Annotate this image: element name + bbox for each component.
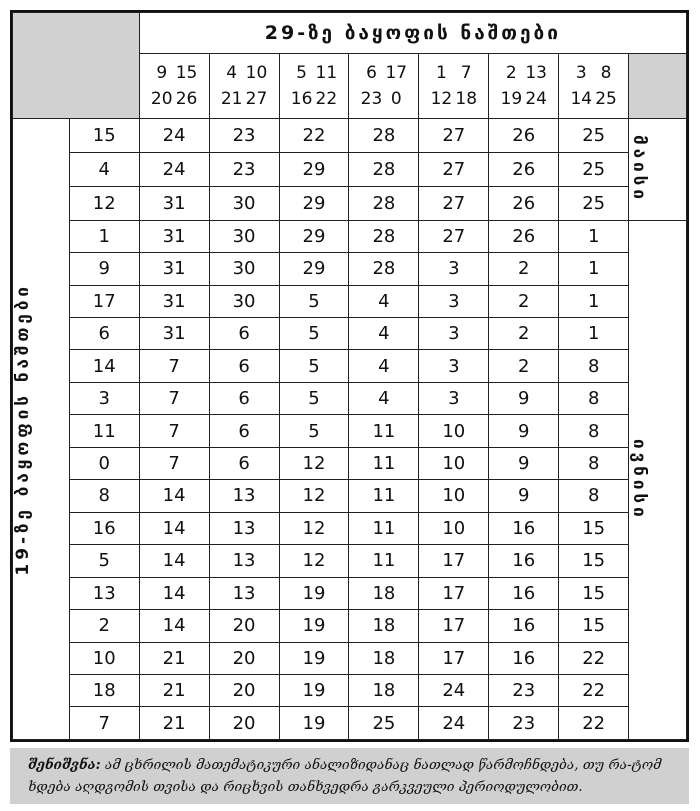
table-row — [13, 253, 687, 285]
table-cell: 23 — [489, 707, 559, 740]
table-cell: 1 — [559, 220, 629, 252]
table-cell: 24 — [139, 152, 209, 186]
corner-cell — [13, 13, 140, 119]
row-key: 2 — [69, 610, 139, 642]
table-cell: 4 — [349, 317, 419, 349]
table-cell: 2 — [489, 285, 559, 317]
table-cell: 28 — [349, 220, 419, 252]
table-cell: 5 — [279, 285, 349, 317]
table-cell: 19 — [279, 707, 349, 740]
table-cell: 11 — [349, 415, 419, 447]
header-right-corner — [629, 54, 687, 119]
column-header-value: 9 — [156, 63, 168, 83]
row-key: 12 — [69, 186, 139, 220]
table-row — [13, 577, 687, 609]
table-cell: 26 — [489, 220, 559, 252]
column-header-value: 18 — [455, 89, 478, 109]
table-cell: 1 — [559, 317, 629, 349]
table-cell: 10 — [419, 480, 489, 512]
column-header — [279, 54, 349, 119]
table-cell: 28 — [349, 186, 419, 220]
table-cell: 12 — [279, 480, 349, 512]
row-key: 6 — [69, 317, 139, 349]
column-header-value: 15 — [175, 63, 198, 83]
table-cell: 22 — [559, 642, 629, 674]
row-key: 8 — [69, 480, 139, 512]
table-row — [13, 317, 687, 349]
table-cell: 23 — [209, 119, 279, 153]
column-header-top — [349, 60, 418, 86]
row-key: 7 — [69, 707, 139, 740]
table-cell: 31 — [139, 317, 209, 349]
table-cell: 19 — [279, 577, 349, 609]
column-header-value: 12 — [430, 89, 453, 109]
table-cell: 3 — [419, 285, 489, 317]
table-cell: 29 — [279, 253, 349, 285]
table-cell: 6 — [209, 317, 279, 349]
column-header-value: 6 — [366, 63, 377, 83]
table-cell: 19 — [279, 674, 349, 706]
table-cell: 15 — [559, 577, 629, 609]
column-header-value: 23 — [360, 89, 383, 109]
table-cell: 21 — [139, 642, 209, 674]
row-key: 5 — [69, 545, 139, 577]
row-key: 18 — [69, 674, 139, 706]
table-cell: 8 — [559, 415, 629, 447]
table-cell: 14 — [139, 577, 209, 609]
table-cell: 6 — [209, 447, 279, 479]
table-cell: 8 — [559, 382, 629, 414]
column-header-value: 10 — [245, 63, 268, 83]
row-key: 3 — [69, 382, 139, 414]
column-header-bottom — [349, 86, 418, 112]
right-bottom-label-cell — [629, 220, 687, 739]
table-cell: 25 — [349, 707, 419, 740]
column-header-value: 3 — [575, 63, 587, 83]
column-header — [489, 54, 559, 119]
table-title: 29-ზე ბაყოფის ნაშთები — [139, 13, 686, 54]
column-header-value: 7 — [460, 63, 472, 83]
table-cell: 31 — [139, 186, 209, 220]
table-cell: 3 — [419, 382, 489, 414]
table-cell: 9 — [489, 480, 559, 512]
table-cell: 30 — [209, 253, 279, 285]
left-label-cell — [13, 119, 70, 740]
table-cell: 22 — [559, 674, 629, 706]
row-key: 10 — [69, 642, 139, 674]
row-key: 1 — [69, 220, 139, 252]
column-header-value: 19 — [500, 89, 523, 109]
column-header — [419, 54, 489, 119]
table-cell: 20 — [209, 610, 279, 642]
table-cell: 26 — [489, 152, 559, 186]
table-cell: 18 — [349, 674, 419, 706]
footnote-text: ამ ცხრილის მათემატიკური ანალიზიდანაც ნათლად წარმოჩნდება, თუ რა-ტომ ხდება აღდგომის თვისა და რიცხვის თანხვედრა გარკვეული პერიოდულობით. — [28, 757, 662, 795]
left-label: 19-ზე ბაყოფის ნაშთები — [13, 282, 33, 576]
column-header-bottom — [489, 86, 558, 112]
table-cell: 4 — [349, 285, 419, 317]
column-header — [139, 54, 209, 119]
table-cell: 30 — [209, 186, 279, 220]
table-cell: 17 — [419, 642, 489, 674]
table-cell: 7 — [139, 350, 209, 382]
column-header-value: 26 — [175, 89, 198, 109]
month-label-may: მაისი — [629, 135, 650, 204]
table-row — [13, 480, 687, 512]
column-header-bottom — [280, 86, 349, 112]
table-cell: 21 — [139, 674, 209, 706]
table-cell: 6 — [209, 415, 279, 447]
table-cell: 11 — [349, 480, 419, 512]
table-cell: 5 — [279, 382, 349, 414]
table-cell: 14 — [139, 512, 209, 544]
table-cell: 29 — [279, 152, 349, 186]
table-cell: 4 — [349, 382, 419, 414]
table-cell: 28 — [349, 253, 419, 285]
column-header — [559, 54, 629, 119]
table-cell: 5 — [279, 415, 349, 447]
table-cell: 8 — [559, 350, 629, 382]
table-cell: 15 — [559, 610, 629, 642]
table-cell: 14 — [139, 545, 209, 577]
column-header-bottom — [140, 86, 209, 112]
table-cell: 31 — [139, 220, 209, 252]
table-cell: 20 — [209, 642, 279, 674]
column-header-value: 4 — [226, 63, 238, 83]
table-cell: 11 — [349, 545, 419, 577]
table-cell: 17 — [419, 577, 489, 609]
table-cell: 24 — [419, 674, 489, 706]
table-cell: 5 — [279, 317, 349, 349]
table-cell: 25 — [559, 152, 629, 186]
table-cell: 9 — [489, 415, 559, 447]
table-cell: 5 — [279, 350, 349, 382]
table-cell: 27 — [419, 119, 489, 153]
column-header-value: 21 — [220, 89, 243, 109]
footnote — [10, 748, 689, 804]
table-cell: 24 — [139, 119, 209, 153]
table-cell: 10 — [419, 447, 489, 479]
table-cell: 12 — [279, 512, 349, 544]
table-cell: 6 — [209, 350, 279, 382]
footnote-label: შენიშვნა: — [28, 757, 101, 773]
table-cell: 30 — [209, 220, 279, 252]
table-cell: 13 — [209, 577, 279, 609]
table-cell: 14 — [139, 480, 209, 512]
table-cell: 13 — [209, 512, 279, 544]
row-key: 9 — [69, 253, 139, 285]
table-row — [13, 447, 687, 479]
month-label-june: ივნისი — [629, 438, 650, 521]
table-cell: 13 — [209, 480, 279, 512]
table-cell: 7 — [139, 415, 209, 447]
right-top-label-cell — [629, 119, 687, 221]
table-cell: 13 — [209, 545, 279, 577]
table-cell: 23 — [209, 152, 279, 186]
column-header — [349, 54, 419, 119]
table-cell: 16 — [489, 577, 559, 609]
table-cell: 9 — [489, 447, 559, 479]
column-header-value: 1 — [436, 63, 447, 83]
table-cell: 16 — [489, 642, 559, 674]
table-cell: 19 — [279, 642, 349, 674]
table-row — [13, 674, 687, 706]
table-cell: 31 — [139, 253, 209, 285]
table-row — [13, 285, 687, 317]
table-cell: 15 — [559, 545, 629, 577]
row-key: 11 — [69, 415, 139, 447]
table-row — [13, 415, 687, 447]
column-header — [209, 54, 279, 119]
table-cell: 16 — [489, 545, 559, 577]
table-row — [13, 512, 687, 544]
table-cell: 3 — [419, 317, 489, 349]
table-cell: 18 — [349, 642, 419, 674]
table-cell: 26 — [489, 119, 559, 153]
row-key: 14 — [69, 350, 139, 382]
table-cell: 7 — [139, 382, 209, 414]
column-header-bottom — [419, 86, 488, 112]
table-cell: 28 — [349, 119, 419, 153]
table-cell: 29 — [279, 220, 349, 252]
table-cell: 10 — [419, 512, 489, 544]
table-cell: 18 — [349, 577, 419, 609]
table-cell: 17 — [419, 610, 489, 642]
table-row — [13, 707, 687, 740]
column-header-value: 25 — [595, 89, 617, 109]
remainder-table — [12, 12, 687, 740]
column-header-value: 22 — [315, 89, 338, 109]
table-cell: 11 — [349, 512, 419, 544]
table-cell: 19 — [279, 610, 349, 642]
table-row — [13, 119, 687, 153]
column-header-value: 8 — [600, 63, 612, 83]
calendar-table-frame — [10, 10, 689, 742]
row-key: 0 — [69, 447, 139, 479]
table-cell: 14 — [139, 610, 209, 642]
table-cell: 25 — [559, 186, 629, 220]
table-cell: 31 — [139, 285, 209, 317]
table-cell: 12 — [279, 545, 349, 577]
column-header-top — [489, 60, 558, 86]
column-header-value: 2 — [505, 63, 517, 83]
column-header-value: 17 — [385, 63, 408, 83]
table-cell: 25 — [559, 119, 629, 153]
table-cell: 16 — [489, 512, 559, 544]
column-header-value: 16 — [290, 89, 313, 109]
table-cell: 21 — [139, 707, 209, 740]
table-cell: 1 — [559, 285, 629, 317]
row-key: 17 — [69, 285, 139, 317]
table-cell: 7 — [139, 447, 209, 479]
column-header-value: 20 — [150, 89, 173, 109]
column-header-bottom — [559, 86, 628, 112]
column-header-top — [280, 60, 349, 86]
table-cell: 27 — [419, 186, 489, 220]
table-row — [13, 350, 687, 382]
column-header-value: 13 — [525, 63, 547, 83]
table-row — [13, 545, 687, 577]
column-header-value: 0 — [390, 89, 402, 109]
column-header-top — [559, 60, 628, 86]
table-cell: 23 — [489, 674, 559, 706]
table-cell: 16 — [489, 610, 559, 642]
table-cell: 8 — [559, 447, 629, 479]
table-row — [13, 382, 687, 414]
column-header-value: 5 — [296, 63, 307, 83]
table-row — [13, 152, 687, 186]
table-cell: 4 — [349, 350, 419, 382]
table-cell: 17 — [419, 545, 489, 577]
table-cell: 3 — [419, 350, 489, 382]
row-key: 4 — [69, 152, 139, 186]
table-cell: 20 — [209, 707, 279, 740]
table-cell: 28 — [349, 152, 419, 186]
column-header-value: 24 — [525, 89, 547, 109]
row-key: 15 — [69, 119, 139, 153]
column-header-bottom — [210, 86, 279, 112]
column-header-top — [140, 60, 209, 86]
column-header-top — [419, 60, 488, 86]
table-cell: 9 — [489, 382, 559, 414]
table-cell: 11 — [349, 447, 419, 479]
table-row — [13, 186, 687, 220]
table-cell: 2 — [489, 253, 559, 285]
column-header-value: 27 — [245, 89, 268, 109]
table-row — [13, 610, 687, 642]
table-cell: 12 — [279, 447, 349, 479]
table-cell: 3 — [419, 253, 489, 285]
table-cell: 26 — [489, 186, 559, 220]
column-header-value: 11 — [315, 63, 338, 83]
table-cell: 22 — [559, 707, 629, 740]
table-cell: 1 — [559, 253, 629, 285]
table-cell: 6 — [209, 382, 279, 414]
table-cell: 2 — [489, 350, 559, 382]
table-cell: 10 — [419, 415, 489, 447]
row-key: 13 — [69, 577, 139, 609]
table-row — [13, 220, 687, 252]
table-cell: 15 — [559, 512, 629, 544]
table-cell: 30 — [209, 285, 279, 317]
table-cell: 20 — [209, 674, 279, 706]
table-cell: 27 — [419, 152, 489, 186]
table-cell: 8 — [559, 480, 629, 512]
row-key: 16 — [69, 512, 139, 544]
table-cell: 22 — [279, 119, 349, 153]
column-header-value: 14 — [570, 89, 593, 109]
title-row — [13, 13, 687, 54]
table-cell: 2 — [489, 317, 559, 349]
table-cell: 18 — [349, 610, 419, 642]
table-cell: 29 — [279, 186, 349, 220]
column-header-top — [210, 60, 279, 86]
table-cell: 24 — [419, 707, 489, 740]
table-row — [13, 642, 687, 674]
table-cell: 27 — [419, 220, 489, 252]
